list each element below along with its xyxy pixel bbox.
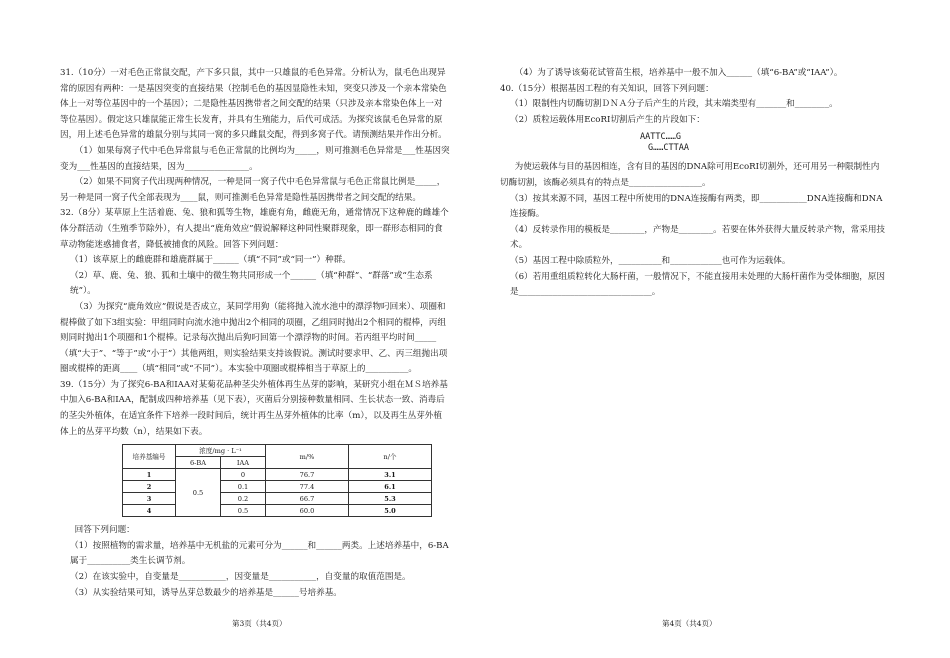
cell-no: 3	[123, 493, 176, 505]
q32-part2: （2）草、鹿、兔、狼、狐和土壤中的微生物共同形成一个______（填“种群”、“群落”或“生态系统”）。	[70, 270, 433, 297]
cell-m: 60.0	[266, 505, 349, 517]
table-header-row	[123, 445, 432, 457]
q39-part4: （4）为了诱导该菊花试管苗生根，培养基中一般不加入______（填“6-BA”或“IAA”）。	[514, 68, 843, 78]
q32-intro: 32.（8分）某草原上生活着鹿、兔、狼和狐等生物，雄鹿有角，雌鹿无角，通常情况下这种鹿的雌雄个体分群活动（生殖季节除外），有人提出“鹿角效应”假说解释这种同性聚群现象，即一群形态相同的食草动物能迷惑捕食者，降低被捕食的风险。回答下列问题：	[60, 208, 449, 250]
cell-iaa: 0.5	[221, 505, 266, 517]
q39-part3: （3）从实验结果可知，诱导丛芽总数最少的培养基是______号培养基。	[70, 587, 342, 598]
cell-m: 76.7	[266, 469, 349, 481]
cell-iaa: 0	[221, 469, 266, 481]
q39-part2: （2）在该实验中，自变量是___________，因变量是___________，自变量的取值范围是。	[70, 572, 411, 583]
cell-6ba: 0.5	[176, 469, 221, 517]
table-row	[123, 493, 432, 505]
table-row	[123, 505, 432, 517]
ecori-bottom-strand: G……CTTAA	[648, 143, 689, 154]
q39-intro: 39.（15分）为了探究6-BA和IAA对某菊花品种茎尖外植体再生丛芽的影响，某研究小组在ＭＳ培养基中加入6-BA和IAA，配制成四种培养基（见下表），灭菌后分别接种数量相同、生长状态一致、消毒后的茎尖外植体，在适宜条件下培养一段时间后，统计再生丛芽外植体的比率（m），以及再生丛芽外植体上的丛芽平均数（n），结果如下表。	[60, 379, 448, 437]
ecori-top-strand: AATTC……G	[640, 132, 681, 143]
cell-n: 5.3	[349, 493, 432, 505]
q40-part5: （5）基因工程中除质粒外，__________和____________也可作为运载体。	[510, 255, 791, 266]
results-table	[122, 444, 432, 517]
q32-part1: （1）该草原上的雌鹿群和雄鹿群属于______（填“不同”或“同一”）种群。	[70, 255, 351, 266]
table-row	[123, 481, 432, 493]
left-column	[60, 66, 450, 601]
q40-part1: （1）限制性内切酶切割ＤＮＡ分子后产生的片段，其末端类型有_______和________。	[510, 99, 838, 110]
page-number-right: 第4页（共4页）	[662, 619, 717, 628]
q31-part1: （1）如果每窝子代中毛色异常鼠与毛色正常鼠的比例均为_____，则可推测毛色异常是___性基因突变为___性基因的直接结果，因为_______________。	[60, 145, 450, 172]
cell-iaa: 0.2	[221, 493, 266, 505]
cell-n: 5.0	[349, 505, 432, 517]
q40-part6: （6）若用重组质粒转化大肠杆菌，一般情况下，不能直接用未处理的大肠杆菌作为受体细胞，原因是_______________________________。	[510, 271, 886, 298]
header-concentration: 浓度/mg · L⁻¹	[176, 445, 266, 457]
cell-no: 2	[123, 481, 176, 493]
cell-m: 66.7	[266, 493, 349, 505]
table-row	[123, 469, 432, 481]
cell-n: 6.1	[349, 481, 432, 493]
q39-answer-prompt: 回答下列问题：	[74, 525, 135, 536]
header-iaa: IAA	[221, 457, 266, 469]
ecori-fragment	[640, 132, 885, 154]
cell-iaa: 0.1	[221, 481, 266, 493]
q40-part2b: 为使运载体与目的基因相连，含有目的基因的DNA除可用EcoRⅠ切割外，还可用另一种限制性内切酶切割，该酶必须具有的特点是_________________。	[500, 162, 880, 188]
header-m: m/%	[266, 445, 349, 469]
q32-part3: （3）为探究“鹿角效应”假说是否成立，某同学用狗（能将抛入流水池中的漂浮物叼回来）、项圈和棍棒做了如下3组实验：甲组同时向流水池中抛出2个相同的项圈，乙组同时抛出2个相同的棍棒，丙组则同时抛出1个项圈和1个棍棒。记录每次抛出后狗叼回第一个漂浮物的时间。若丙组平均时间_____（填“大于”、“等于”或“小于”）其他两组，则实验结果支持该假说。测试时要求甲、乙、丙三组抛出项圈或棍棒的距离____（填“相同”或“不同”）。本实验中项圈或棍棒相当于草原上的__________。	[60, 301, 448, 375]
cell-m: 77.4	[266, 481, 349, 493]
header-n: n/个	[349, 445, 432, 469]
q40-part2: （2）质粒运载体用EcoRⅠ切割后产生的片段如下：	[510, 114, 705, 125]
header-medium: 培养基编号	[123, 445, 176, 469]
q40-part4: （4）反转录作用的模板是________，产物是________。若要在体外获得大量反转录产物，常采用技术。	[510, 224, 886, 251]
cell-n: 3.1	[349, 469, 432, 481]
q40-part3: （3）按其来源不同，基因工程中所使用的DNA连接酶有两类，即___________DNA连接酶和DNA连接酶。	[510, 193, 883, 220]
page-number-left: 第3页（共4页）	[232, 619, 287, 628]
cell-no: 1	[123, 469, 176, 481]
q40-intro: 40.（15分）根据基因工程的有关知识，回答下列问题：	[500, 83, 714, 94]
q39-part1: （1）按照植物的需求量，培养基中无机盐的元素可分为______和______两类。上述培养基中，6-BA属于__________类生长调节剂。	[70, 540, 449, 567]
q31-intro: 31.（10分）一对毛色正常鼠交配，产下多只鼠，其中一只雄鼠的毛色异常。分析认为，鼠毛色出现异常的原因有两种：一是基因突变的直接结果（控制毛色的基因显隐性未知，突变只涉及一个亲本常染色体上一对等位基因中的一个基因）；二是隐性基因携带者之间交配的结果（只涉及亲本常染色体上一对等位基因）。假定这只雄鼠能正常生长发育，并具有生殖能力，后代可成活。为探究该鼠毛色异常的原因，用上述毛色异常的雄鼠分别与其同一窝的多只雌鼠交配，得到多窝子代。请预测结果并作出分析。	[60, 68, 447, 141]
q31-part2: （2）如果不同窝子代出现两种情况，一种是同一窝子代中毛色异常鼠与毛色正常鼠比例是_____，另一种是同一窝子代全部表现为____鼠，则可推测毛色异常是隐性基因携带者之间交配的结果。	[60, 177, 446, 203]
right-column	[500, 66, 885, 301]
header-6ba: 6-BA	[176, 457, 221, 469]
cell-no: 4	[123, 505, 176, 517]
results-table-wrap	[122, 444, 450, 517]
